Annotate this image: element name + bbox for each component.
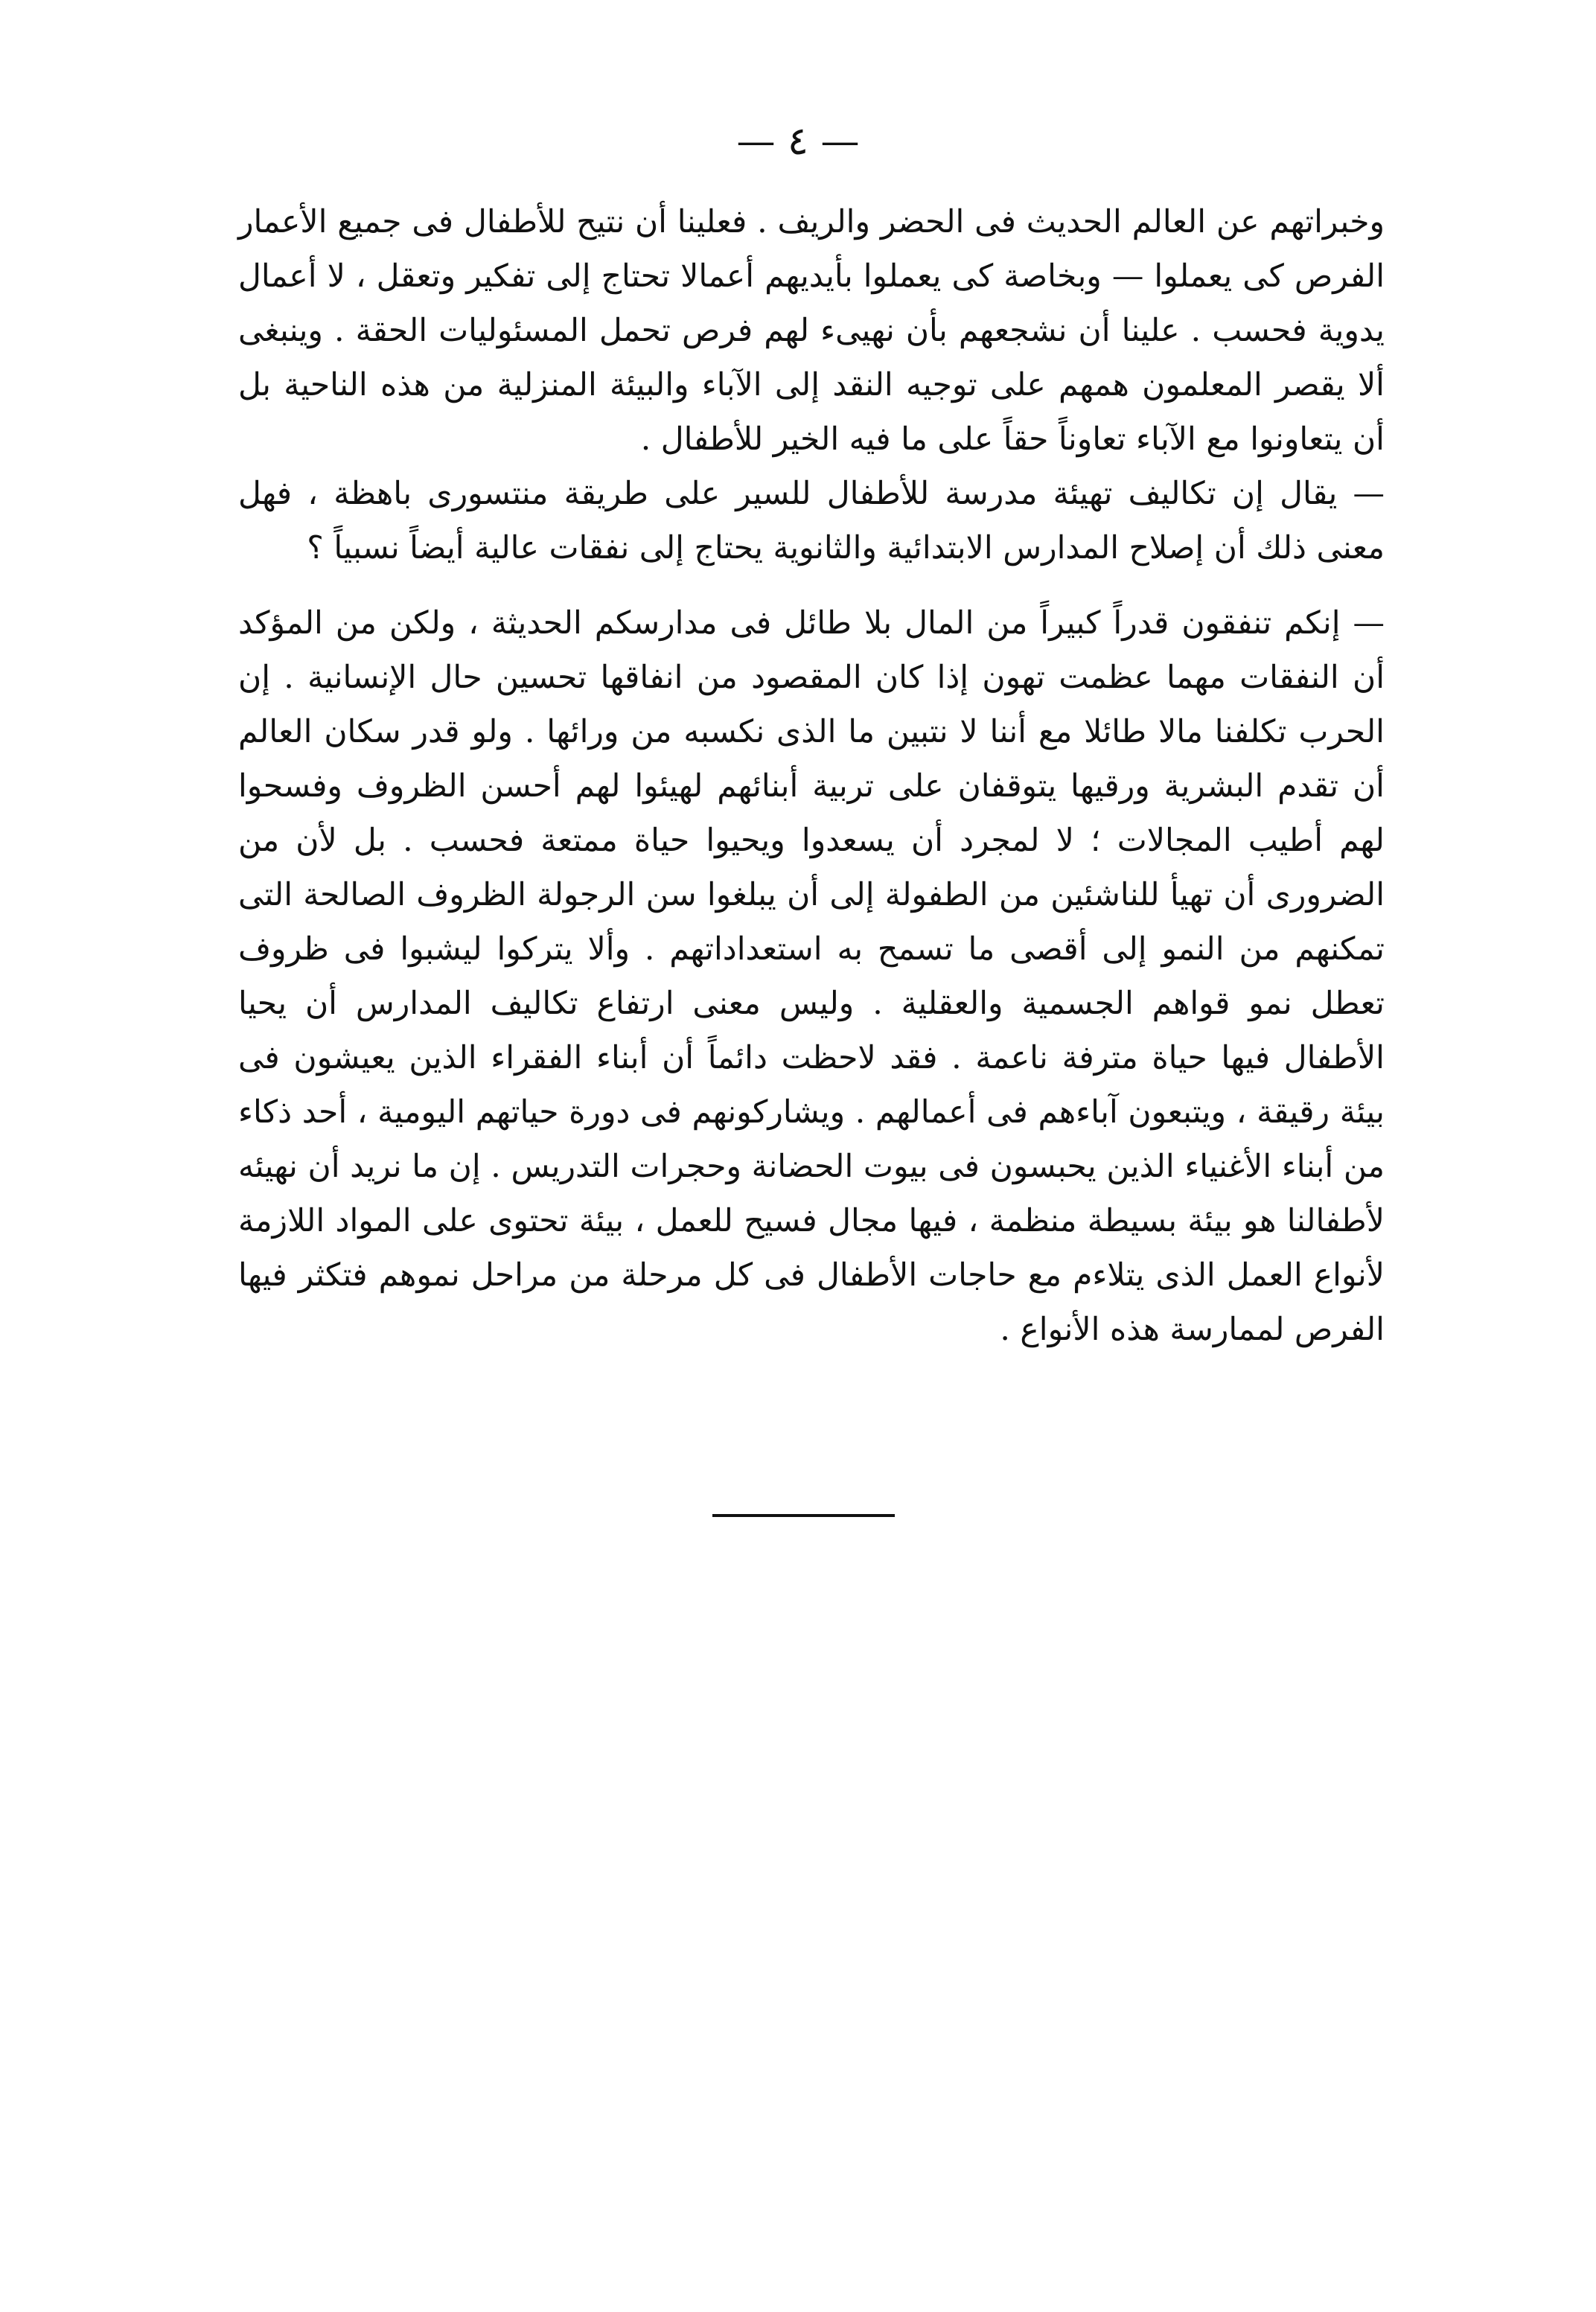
paragraph-3: — إنكم تنفقون قدراً كبيراً من المال بلا طائل فى مدارسكم الحديثة ، ولكن من المؤكد أن النفقات مهما عظمت تهون إذا كان المقصود من انفاقها تحسين حال الإنسانية . إن الحرب تكلفنا مالا طائلا مع أننا لا نتبين ما الذى نكسبه من ورائها . ولو قدر سكان العالم أن تقدم البشرية ورقيها يتوقفان على تربية أبنائهم لهيئوا لهم أحسن الظروف وفسحوا لهم أطيب المجالات ؛ لا لمجرد أن يسعدوا ويحيوا حياة ممتعة فحسب . بل لأن من الضرورى أن تهيأ للناشئين من الطفولة إلى أن يبلغوا سن الرجولة الظروف الصالحة التى تمكنهم من النمو إلى أقصى ما تسمح به استعداداتهم . وألا يتركوا ليشبوا فى ظروف تعطل نمو قواهم الجسمية والعقلية . وليس معنى ارتفاع تكاليف المدارس أن يحيا الأطفال فيها حياة مترفة ناعمة . فقد لاحظت دائماً أن أبناء الفقراء الذين يعيشون فى بيئة رقيقة ، ويتبعون آباءهم فى أعمالهم . ويشاركونهم فى دورة حياتهم اليومية ، أحد ذكاء من أبناء الأغنياء الذين يحبسون فى بيوت الحضانة وحجرات التدريس . إن ما نريد أن نهيئه لأطفالنا هو بيئة بسيطة منظمة ، فيها مجال فسيح للعمل ، بيئة تحتوى على المواد اللازمة لأنواع العمل الذى يتلاءم مع حاجات الأطفال فى كل مرحلة من مراحل نموهم فتكثر فيها الفرص لممارسة هذه الأنواع . [238,605,1385,1348]
body-text [238,195,1385,1357]
paragraph-1: وخبراتهم عن العالم الحديث فى الحضر والريف . فعلينا أن نتيح للأطفال فى جميع الأعمار الفرص كى يعملوا — وبخاصة كى يعملوا بأيديهم أعمالا تحتاج إلى تفكير وتعقل ، لا أعمال يدوية فحسب . علينا أن نشجعهم بأن نهيىء لهم فرص تحمل المسئوليات الحقة . وينبغى ألا يقصر المعلمون همهم على توجيه النقد إلى الآباء والبيئة المنزلية من هذه الناحية بل أن يتعاونوا مع الآباء تعاوناً حقاً على ما فيه الخير للأطفال . [238,204,1385,458]
end-of-section-rule [712,1514,895,1517]
paragraph-2: — يقال إن تكاليف تهيئة مدرسة للأطفال للسير على طريقة منتسورى باهظة ، فهل معنى ذلك أن إصلاح المدارس الابتدائية والثانوية يحتاج إلى نفقات عالية أيضاً نسبياً ؟ [238,476,1385,566]
page-number: — ٤ — [736,119,860,164]
